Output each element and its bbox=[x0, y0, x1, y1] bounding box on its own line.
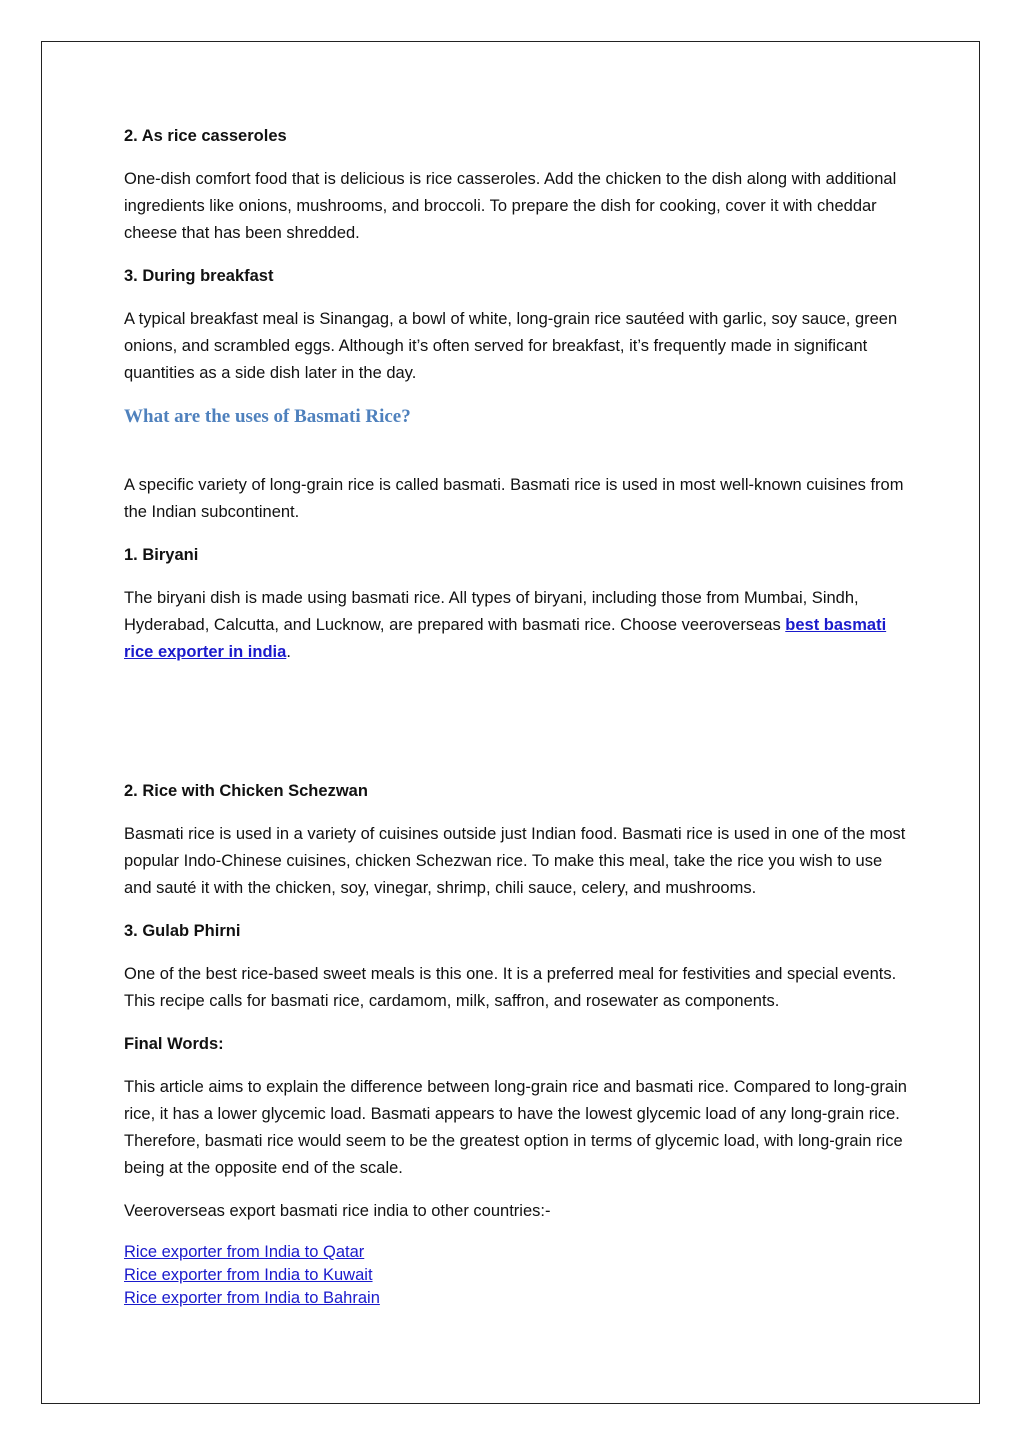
paragraph-export-intro: Veeroverseas export basmati rice india to other countries:- bbox=[124, 1202, 551, 1220]
paragraph-chicken-schezwan: Basmati rice is used in a variety of cuisines outside just Indian food. Basmati rice is used in one of the most popular Indo-Chinese cuisines, chicken Schezwan rice. To make this meal, take the rice you wish to use and sauté it with the chicken, soy, vinegar, shrimp, chili sauce, celery, and mushrooms. bbox=[124, 825, 906, 897]
paragraph-during-breakfast: A typical breakfast meal is Sinangag, a bowl of white, long-grain rice sautéed with garlic, soy sauce, green onions, and scrambled eggs. Although it’s often served for breakfast, it’s frequently made in significant quantities as a side dish later in the day. bbox=[124, 310, 898, 382]
heading-during-breakfast: 3. During breakfast bbox=[124, 267, 274, 285]
link-rice-exporter-kuwait[interactable]: Rice exporter from India to Kuwait bbox=[124, 1266, 373, 1284]
document-content bbox=[124, 120, 914, 1310]
section-heading-basmati-uses: What are the uses of Basmati Rice? bbox=[124, 406, 411, 427]
heading-gulab-phirni: 3. Gulab Phirni bbox=[124, 922, 241, 940]
link-rice-exporter-bahrain[interactable]: Rice exporter from India to Bahrain bbox=[124, 1289, 380, 1307]
paragraph-basmati-intro: A specific variety of long-grain rice is called basmati. Basmati rice is used in most well-known cuisines from the Indian subcontinent. bbox=[124, 476, 904, 521]
biryani-text: The biryani dish is made using basmati rice. All types of biryani, including those from Mumbai, Sindh, Hyderabad, Calcutta, and Lucknow, are prepared with basmati rice. Choose veeroverseas bbox=[124, 589, 859, 634]
heading-chicken-schezwan: 2. Rice with Chicken Schezwan bbox=[124, 782, 368, 800]
link-rice-exporter-qatar[interactable]: Rice exporter from India to Qatar bbox=[124, 1243, 365, 1261]
paragraph-gulab-phirni: One of the best rice-based sweet meals is this one. It is a preferred meal for festivities and special events. This recipe calls for basmati rice, cardamom, milk, saffron, and rosewater as components. bbox=[124, 965, 897, 1010]
best-basmati-exporter-link[interactable]: best basmati rice exporter in india bbox=[124, 616, 887, 661]
heading-rice-casseroles: 2. As rice casseroles bbox=[124, 127, 287, 145]
biryani-period: . bbox=[286, 643, 291, 661]
export-links-list bbox=[124, 1241, 914, 1310]
paragraph-final-words: This article aims to explain the difference between long-grain rice and basmati rice. Compared to long-grain rice, it has a lower glycemic load. Basmati appears to have the lowest glycemic load of any long-grain rice. Therefore, basmati rice would seem to be the greatest option in terms of glycemic load, with long-grain rice being at the opposite end of the scale. bbox=[124, 1078, 907, 1177]
paragraph-biryani bbox=[124, 585, 914, 666]
heading-final-words: Final Words: bbox=[124, 1035, 224, 1053]
heading-biryani: 1. Biryani bbox=[124, 546, 199, 564]
paragraph-rice-casseroles: One-dish comfort food that is delicious is rice casseroles. Add the chicken to the dish along with additional ingredients like onions, mushrooms, and broccoli. To prepare the dish for cooking, cover it with cheddar cheese that has been shredded. bbox=[124, 170, 897, 242]
